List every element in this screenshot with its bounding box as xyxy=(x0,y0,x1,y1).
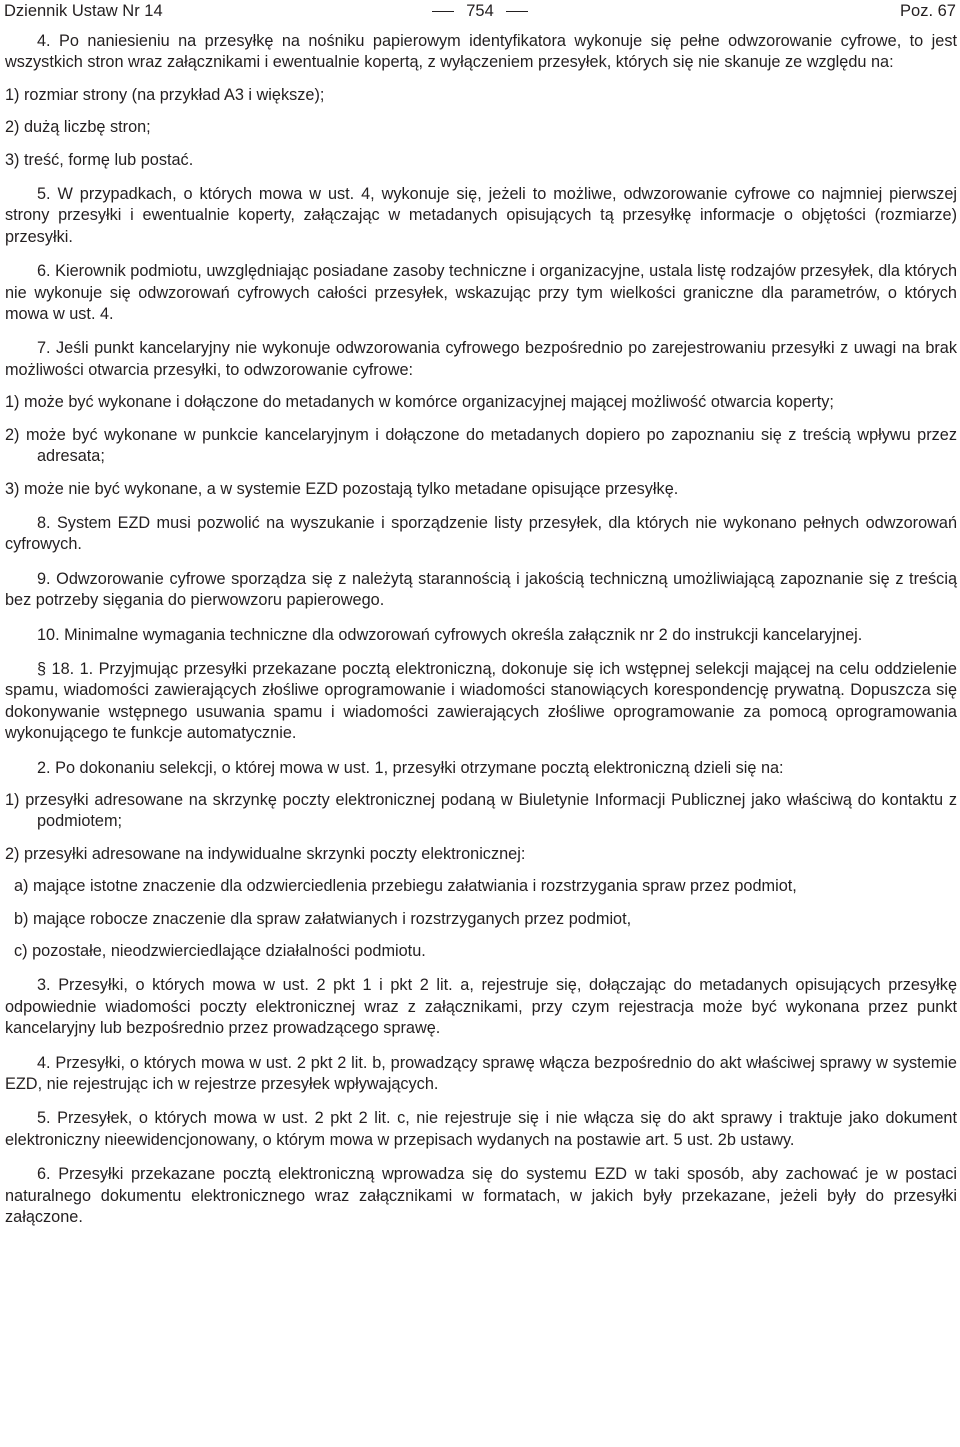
section-18-paragraph-1: § 18. 1. Przyjmując przesyłki przekazane pocztą elektroniczną, dokonuje się ich wstępnej selekcji mającej na celu oddzielenie spamu, wiadomości zawierających złośliwe oprogramowanie i wiadomości stanowiących korespondencję prywatną. Dopuszcza się dokonywanie wstępnego usuwania spamu i wiadomości zawierających złośliwe oprogramowanie za pomocą oprogramowania wykonującego te funkcje automatycznie. xyxy=(5,659,957,743)
paragraph-7-point-2: 2) może być wykonane w punkcie kancelaryjnym i dołączone do metadanych dopiero po zapoznaniu się z treścią wpływu przez adresata; xyxy=(5,425,957,466)
page-number-block xyxy=(4,0,956,22)
page-number: 754 xyxy=(466,2,494,20)
page-number-dash-left xyxy=(432,11,454,12)
paragraph-5: 5. W przypadkach, o których mowa w ust. 4, wykonuje się, jeżeli to możliwe, odwzorowanie cyfrowe co najmniej pierwszej strony przesyłki i ewentualnie koperty, załączając w metadanych opisujących tą przesyłkę informacje o objętości (rozmiarze) przesyłki. xyxy=(5,185,957,246)
section-18-2-point-1: 1) przesyłki adresowane na skrzynkę poczty elektronicznej podaną w Biuletynie Informacji Publicznej jako właściwą do kontaktu z podmiotem; xyxy=(5,790,957,831)
section-18-2-2-letter-b: b) mające robocze znaczenie dla spraw załatwianych i rozstrzyganych przez podmiot, xyxy=(14,909,632,928)
section-18-paragraph-2: 2. Po dokonaniu selekcji, o której mowa w ust. 1, przesyłki otrzymane pocztą elektroniczną dzieli się na: xyxy=(37,758,784,777)
paragraph-4-point-2: 2) dużą liczbę stron; xyxy=(5,118,151,137)
paragraph-6: 6. Kierownik podmiotu, uwzględniając posiadane zasoby techniczne i organizacyjne, ustala listę rodzajów przesyłek, dla których nie wykonuje się odwzorowań cyfrowych całości przesyłek, wskazując przy tym wielkości graniczne dla parametrów, o których mowa w ust. 4. xyxy=(5,262,957,324)
section-18-paragraph-6: 6. Przesyłki przekazane pocztą elektroniczną wprowadza się do systemu EZD w taki sposób, aby zachować je w postaci naturalnego dokumentu elektronicznego wraz załącznikami w formatach, w jakich były przekazane, jeżeli były do przesyłki załączone. xyxy=(5,1165,957,1227)
position-number: Poz. 67 xyxy=(900,2,956,20)
paragraph-4-point-3: 3) treść, formę lub postać. xyxy=(5,150,194,169)
section-18-2-point-2: 2) przesyłki adresowane na indywidualne skrzynki poczty elektronicznej: xyxy=(5,844,526,863)
paragraph-10: 10. Minimalne wymagania techniczne dla odwzorowań cyfrowych określa załącznik nr 2 do instrukcji kancelaryjnej. xyxy=(37,625,863,644)
section-18-paragraph-3: 3. Przesyłki, o których mowa w ust. 2 pkt 1 i pkt 2 lit. a, rejestruje się, dołączając do metadanych opisujących przesyłkę odpowiednie wiadomości poczty elektronicznej wraz z załącznikami, przy czym rejestracja może być wykonana przez punkt kancelaryjny lub bezpośrednio przez prowadzącego sprawę. xyxy=(5,976,957,1038)
paragraph-4-point-1: 1) rozmiar strony (na przykład A3 i większe); xyxy=(5,85,325,104)
journal-title: Dziennik Ustaw Nr 14 xyxy=(4,2,163,20)
section-18-paragraph-4: 4. Przesyłki, o których mowa w ust. 2 pkt 2 lit. b, prowadzący sprawę włącza bezpośrednio do akt właściwej sprawy w systemie EZD, nie rejestrując ich w rejestrze przesyłek wpływających. xyxy=(5,1053,957,1094)
document-body xyxy=(5,31,957,1228)
paragraph-4: 4. Po naniesieniu na przesyłkę na nośniku papierowym identyfikatora wykonuje się pełne odwzorowanie cyfrowe, to jest wszystkich stron wraz załącznikami i ewentualnie kopertą, z wyłączeniem przesyłek, których się nie skanuje ze względu na: xyxy=(5,32,957,72)
section-18-2-2-letter-a: a) mające istotne znaczenie dla odzwierciedlenia przebiegu załatwiania i rozstrzygania spraw przez podmiot, xyxy=(14,877,797,896)
page-header xyxy=(4,0,956,22)
paragraph-7-point-3: 3) może nie być wykonane, a w systemie EZD pozostają tylko metadane opisujące przesyłkę. xyxy=(5,479,679,498)
page-number-dash-right xyxy=(506,11,528,12)
section-18-paragraph-5: 5. Przesyłek, o których mowa w ust. 2 pkt 2 lit. c, nie rejestruje się i nie włącza się do akt sprawy i traktuje jako dokument elektroniczny nieewidencjonowany, o którym mowa w przepisach wydanych na postawie art. 5 ust. 2b ustawy. xyxy=(5,1109,957,1149)
paragraph-9: 9. Odwzorowanie cyfrowe sporządza się z należytą starannością i jakością techniczną umożliwiającą zapoznanie się z treścią bez potrzeby sięgania do pierwowzoru papierowego. xyxy=(5,569,957,610)
paragraph-8: 8. System EZD musi pozwolić na wyszukanie i sporządzenie listy przesyłek, dla których nie wykonano pełnych odwzorowań cyfrowych. xyxy=(5,513,957,554)
paragraph-7-point-1: 1) może być wykonane i dołączone do metadanych w komórce organizacyjnej mającej możliwość otwarcia koperty; xyxy=(5,393,834,412)
section-18-2-2-letter-c: c) pozostałe, nieodzwierciedlające działalności podmiotu. xyxy=(14,942,426,960)
paragraph-7: 7. Jeśli punkt kancelaryjny nie wykonuje odwzorowania cyfrowego bezpośrednio po zarejestrowaniu przesyłki z uwagi na brak możliwości otwarcia przesyłki, to odwzorowanie cyfrowe: xyxy=(5,339,957,379)
